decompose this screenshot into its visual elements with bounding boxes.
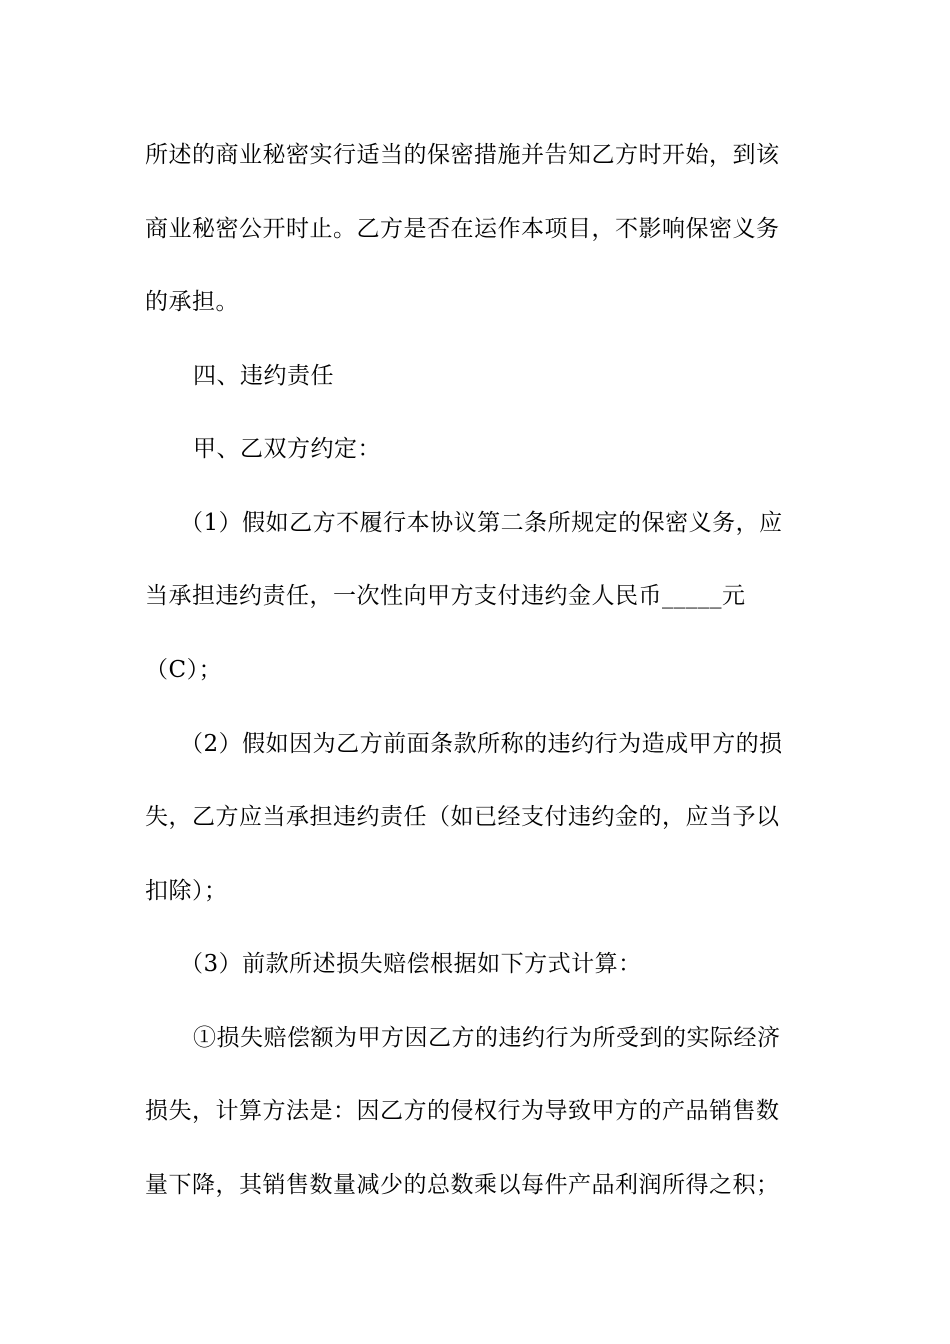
paragraph-line: 的承担。 <box>145 289 239 315</box>
paragraph-line: 商业秘密公开时止。乙方是否在运作本项目，不影响保密义务 <box>145 216 780 242</box>
paragraph-line: 扣除）； <box>145 878 228 904</box>
paragraph-line: 量下降，其销售数量减少的总数乘以每件产品利润所得之积； <box>145 1172 780 1198</box>
clause-line: （2）假如因为乙方前面条款所称的违约行为造成甲方的损 <box>180 731 783 757</box>
paragraph-line: 损失，计算方法是：因乙方的侵权行为导致甲方的产品销售数 <box>145 1098 780 1124</box>
paragraph-line: 失，乙方应当承担违约责任（如已经支付违约金的，应当予以 <box>145 804 780 830</box>
clause-line: ①损失赔偿额为甲方因乙方的违约行为所受到的实际经济 <box>193 1025 781 1051</box>
paragraph-line: （C）； <box>145 657 223 683</box>
paragraph-line: 甲、乙双方约定： <box>193 436 381 462</box>
paragraph-line: 所述的商业秘密实行适当的保密措施并告知乙方时开始，到该 <box>145 142 780 168</box>
clause-line: （1）假如乙方不履行本协议第二条所规定的保密义务，应 <box>180 510 783 536</box>
clause-line: （3）前款所述损失赔偿根据如下方式计算： <box>180 951 642 977</box>
paragraph-line: 当承担违约责任，一次性向甲方支付违约金人民币_____元 <box>145 583 746 609</box>
section-heading: 四、违约责任 <box>193 363 334 389</box>
